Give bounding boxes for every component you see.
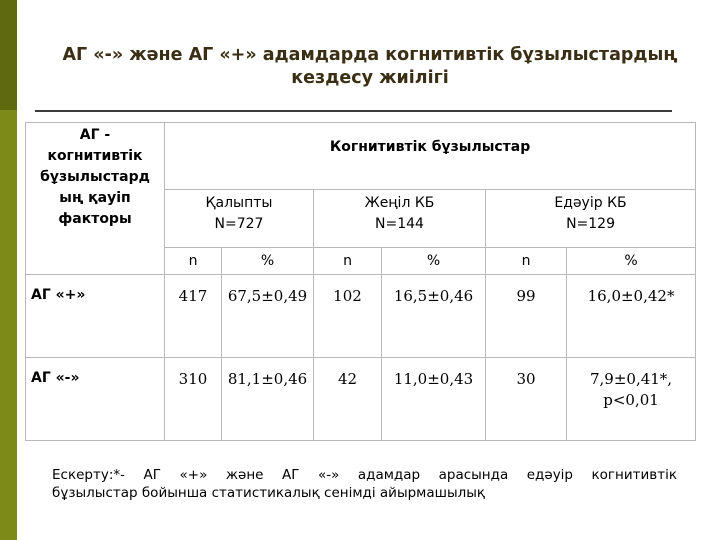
cell-value: 16,0±0,42* bbox=[587, 287, 675, 305]
table-cell: 67,5±0,49 bbox=[222, 275, 314, 358]
table-row bbox=[26, 358, 696, 441]
table-cell: 99 bbox=[486, 275, 567, 358]
table-cell: 102 bbox=[314, 275, 382, 358]
subheader-n: n bbox=[314, 248, 382, 275]
footnote-line-2: бұзылыстар бойынша статистикалық сенімді айырмашылық bbox=[52, 485, 486, 501]
group-name: Қалыпты bbox=[205, 195, 273, 211]
factor-header-line: факторы bbox=[58, 211, 132, 227]
group-header-mild bbox=[314, 190, 486, 248]
factor-header-line: когнитивтік bbox=[47, 148, 143, 164]
subheader-n: n bbox=[165, 248, 222, 275]
group-count: N=129 bbox=[566, 216, 615, 232]
group-header-significant bbox=[486, 190, 696, 248]
table-cell: 30 bbox=[486, 358, 567, 441]
subheader-percent: % bbox=[222, 248, 314, 275]
side-bar-accent bbox=[0, 0, 17, 110]
title-line-1: АГ «-» және АГ «+» адамдарда когнитивтік бұзылыстардың bbox=[62, 45, 678, 65]
subheader-percent: % bbox=[382, 248, 486, 275]
slide-side-bar bbox=[0, 0, 17, 540]
table-cell: 310 bbox=[165, 358, 222, 441]
factor-header-line: бұзылыстард bbox=[40, 169, 150, 185]
table-cell bbox=[567, 358, 696, 441]
cognitive-disorders-header: Когнитивтік бұзылыстар bbox=[165, 123, 696, 190]
factor-header-line: АГ - bbox=[79, 127, 111, 143]
subheader-percent: % bbox=[567, 248, 696, 275]
factor-header-line: ың қауіп bbox=[59, 190, 131, 206]
cell-value: 7,9±0,41*, bbox=[589, 370, 673, 388]
row-label: АГ «-» bbox=[26, 358, 165, 441]
table-row bbox=[26, 275, 696, 358]
table-cell: 42 bbox=[314, 358, 382, 441]
title-divider bbox=[35, 110, 672, 112]
group-count: N=144 bbox=[375, 216, 424, 232]
title-line-2: кездесу жиілігі bbox=[291, 68, 449, 88]
table-cell: 81,1±0,46 bbox=[222, 358, 314, 441]
group-name: Едәуір КБ bbox=[554, 195, 627, 211]
subheader-n: n bbox=[486, 248, 567, 275]
factor-header bbox=[26, 123, 165, 275]
table-cell: 11,0±0,43 bbox=[382, 358, 486, 441]
footnote bbox=[52, 466, 677, 502]
group-count: N=727 bbox=[214, 216, 264, 232]
cognitive-disorders-table bbox=[25, 122, 696, 441]
slide-title bbox=[30, 44, 710, 90]
footnote-line-1: Ескерту:*- АГ «+» және АГ «-» адамдар арасында едәуір когнитивтік bbox=[52, 467, 677, 483]
header-row-main bbox=[26, 123, 696, 190]
group-name: Жеңіл КБ bbox=[364, 195, 435, 211]
table-cell: 417 bbox=[165, 275, 222, 358]
table-cell bbox=[567, 275, 696, 358]
row-label: АГ «+» bbox=[26, 275, 165, 358]
group-header-normal bbox=[165, 190, 314, 248]
cell-value-extra: p<0,01 bbox=[603, 391, 659, 409]
table-cell: 16,5±0,46 bbox=[382, 275, 486, 358]
